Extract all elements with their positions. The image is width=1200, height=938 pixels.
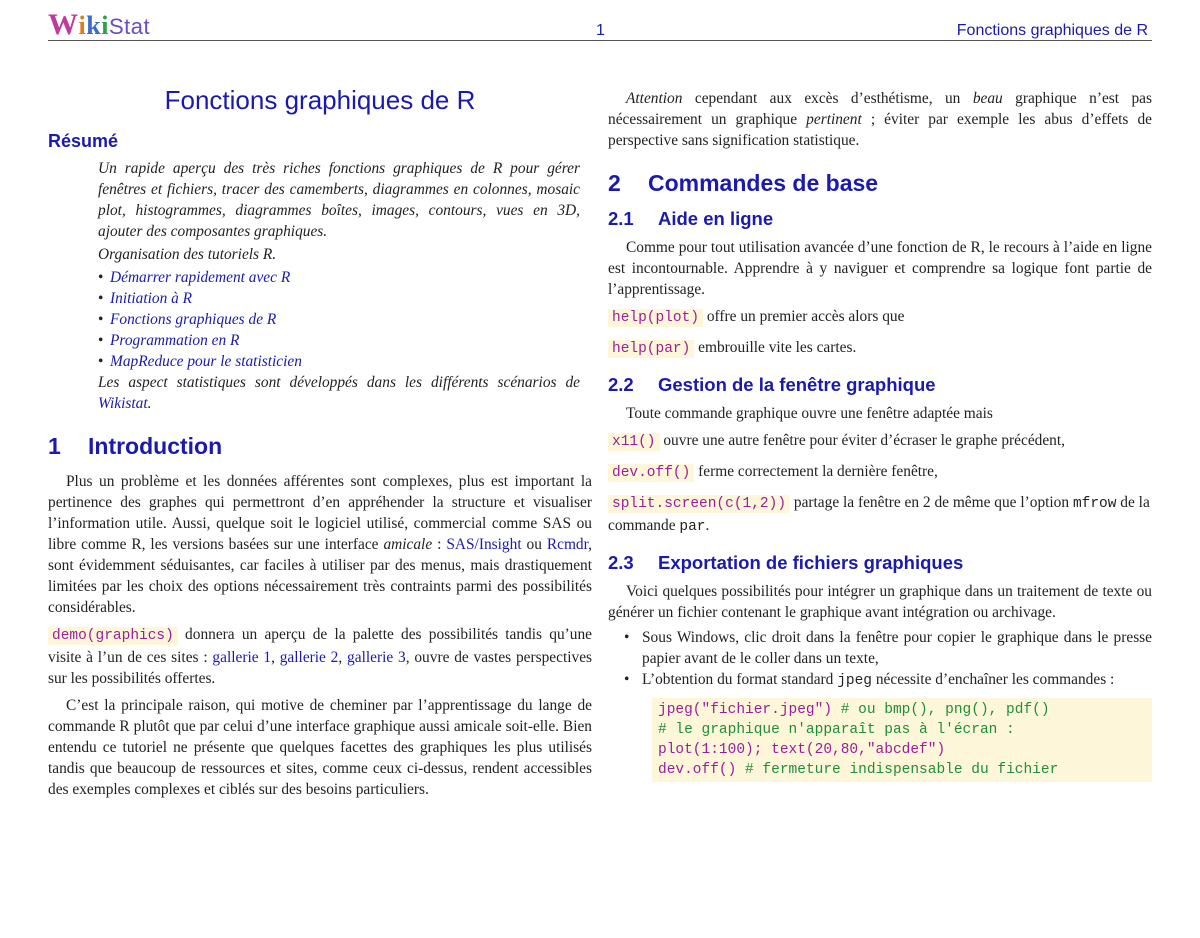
logo-k: k [86,11,102,40]
abstract-footer: Les aspect statistiques sont développés dans les différents scénarios de Wikistat. [98,374,580,412]
attention-paragraph: Attention cependant aux excès d’esthétisme, un beau graphique n’est pas nécessairement un graphique pertinent ; éviter par exemple les abus d’effets de perspective sans signification statistique. [608,90,1152,149]
right-column [608,88,1152,782]
code-help-plot: help(plot) [608,309,703,327]
wikistat-link[interactable]: Wikistat [98,395,148,412]
page-number: 1 [596,22,605,39]
subsection-heading-gestion: 2.2 Gestion de la fenêtre graphique [608,374,936,395]
logo-w: W [48,8,79,41]
tutorials-label: Organisation des tutoriels R. [98,246,277,263]
list-item[interactable] [98,309,580,330]
left-column [48,50,592,804]
list-item: • Sous Windows, clic droit dans la fenêtre pour copier le graphique dans le presse papier avant de le coller dans un texte, [608,627,1152,669]
rcmdr-link[interactable]: Rcmdr [546,536,589,553]
abstract-heading: Résumé [48,131,119,151]
tutorial-link[interactable]: Fonctions graphiques de R [110,311,277,328]
list-item[interactable] [98,267,580,288]
dev-off-line: dev.off() ferme correctement la dernière fenêtre, [608,461,1152,484]
code-dev-off: dev.off() [608,464,694,482]
wikistat-logo[interactable] [48,8,150,42]
list-item: • L’obtention du format standard jpeg nécessite d’enchaîner les commandes : [608,669,1152,692]
code-line-1: jpeg("fichier.jpeg") # ou bmp(), png(), pdf() [658,702,1050,718]
gallery-1-link[interactable]: gallerie 1 [212,649,272,666]
split-screen-line: split.screen(c(1,2)) partage la fenêtre en 2 de même que l’option mfrow de la commande par. [608,494,1150,535]
gestion-paragraph: Toute commande graphique ouvre une fenêtre adaptée mais [626,405,993,422]
intro-paragraph-2: demo(graphics) donnera un aperçu de la palette des possibilités tandis qu’une visite à l’un de ces sites : gallerie 1, gallerie 2, gallerie 3, ouvre de vastes perspectives sur les possibilités offertes. [48,626,593,687]
tutorial-link[interactable]: Initiation à R [110,290,193,307]
section-heading-commandes: 2 Commandes de base [608,170,879,196]
help-plot-line: help(plot) offre un premier accès alors que [608,306,1152,329]
list-item[interactable] [98,288,580,309]
intro-paragraph-1: Plus un problème et les données afférentes sont complexes, plus est important la pertinence des graphes qui permettront d’en appréhender la structure et visualiser l’information utile. Aussi, quelque soit le logiciel utilisé, commercial comme SAS ou libre comme R, les versions basées sur une interface amicale : SAS/Insight ou Rcmdr, sont évidemment séduisantes, car faciles à utiliser par des menus, mais drastiquement limitées par les choix des options nécessairement très contraints parmi des possibilités considérables. [48,473,592,616]
running-title: Fonctions graphiques de R [956,22,1148,39]
code-block [652,698,1152,782]
gallery-2-link[interactable]: gallerie 2 [279,649,339,666]
sas-insight-link[interactable]: SAS/Insight [446,536,522,553]
gallery-3-link[interactable]: gallerie 3 [347,649,406,666]
x11-line: x11() ouvre une autre fenêtre pour éviter d’écraser le graphe précédent, [608,430,1152,453]
list-item[interactable] [98,351,580,372]
code-line-2: # le graphique n'apparaît pas à l'écran : [658,722,1015,738]
tutorial-link[interactable]: Démarrer rapidement avec R [110,269,291,286]
aide-paragraph: Comme pour tout utilisation avancée d’une fonction de R, le recours à l’aide en ligne est incontournable. Apprendre à y naviguer et comprendre sa logique font partie de l’apprentissage. [608,239,1152,298]
logo-i2: i [101,11,109,40]
code-line-3: plot(1:100); text(20,80,"abcdef") [658,742,946,758]
logo-stat: Stat [108,14,151,39]
list-item[interactable] [98,330,580,351]
exportation-paragraph: Voici quelques possibilités pour intégrer un graphique dans un traitement de texte ou générer un fichier contenant le graphique avant intégration ou archivage. [608,583,1152,621]
abstract-text: Un rapide aperçu des très riches fonctions graphiques de R pour gérer fenêtres et fichiers, tracer des camemberts, diagrammes en colonnes, mosaic plot, histogrammes, diagrammes boîtes, images, contours, vues en 3D, ajouter des composantes graphiques. [98,160,580,240]
code-demo-graphics: demo(graphics) [48,627,178,645]
abstract [98,158,580,414]
intro-paragraph-3: C’est la principale raison, qui motive de cheminer par l’apprentissage du lange de commande R plutôt que par celui d’une interface graphique aussi amicale soit-elle. Bien entendu ce tutoriel ne présente que quelques facettes des graphiques les plus utilisés tandis que beaucoup de ressources et sites, comme ceux ci-dessus, rendent accessibles des exemples complexes et ciblés sur des besoins particuliers. [48,697,592,798]
code-help-par: help(par) [608,340,694,358]
code-line-4: dev.off() # fermeture indispensable du fichier [658,762,1059,778]
page-header [48,6,1152,41]
logo-i1: i [78,11,87,40]
subsection-heading-exportation: 2.3 Exportation de fichiers graphiques [608,552,964,573]
tutorial-link[interactable]: MapReduce pour le statisticien [110,353,302,370]
subsection-heading-aide: 2.1 Aide en ligne [608,208,774,229]
code-x11: x11() [608,433,660,451]
document-title: Fonctions graphiques de R [164,85,476,115]
export-list [608,627,1152,692]
code-split-screen: split.screen(c(1,2)) [608,495,790,513]
tutorials-list [98,267,580,372]
section-heading-introduction: 1 Introduction [48,433,223,459]
tutorial-link[interactable]: Programmation en R [110,332,240,349]
help-par-line: help(par) embrouille vite les cartes. [608,337,1152,360]
